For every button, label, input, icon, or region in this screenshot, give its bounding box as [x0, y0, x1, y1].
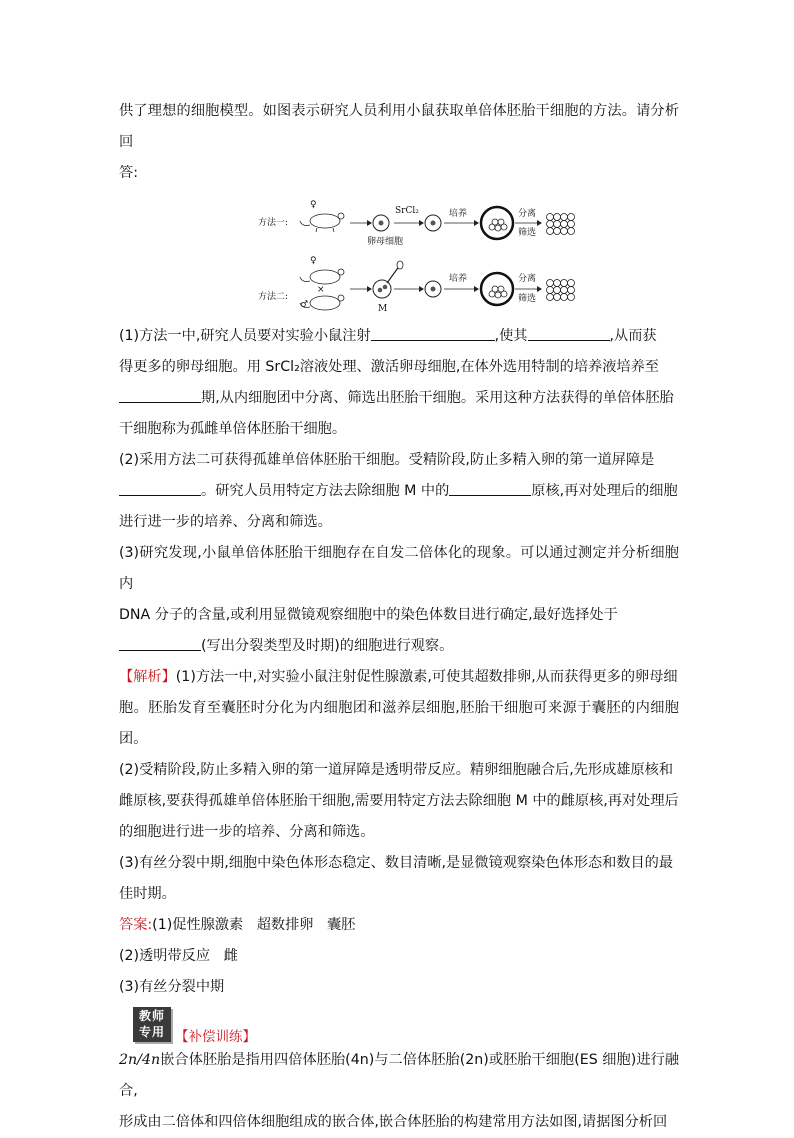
supplement-line-1: [119, 1045, 679, 1107]
processed-cell-icon: [425, 281, 441, 297]
supplement-header: [119, 1007, 679, 1045]
method2-label: 方法二:: [258, 292, 289, 302]
question-1-line-1: [119, 321, 679, 352]
analysis-line-6: (3)有丝分裂中期,细胞中染色体形态稳定、数目清晰,是显微镜观察染色体形态和数目的最: [119, 855, 674, 871]
blastocyst-icon-2: [481, 273, 513, 305]
intro-line-1: 供了理想的细胞模型。如图表示研究人员利用小鼠获取单倍体胚胎干细胞的方法。请分析回: [119, 103, 679, 150]
answer-blank-6[interactable]: [119, 636, 201, 651]
method-diagram: [119, 191, 679, 317]
answer-blank-1[interactable]: [371, 326, 495, 341]
analysis-line-4: 雌原核,要获得孤雄单倍体胚胎干细胞,需要用特定方法去除细胞 M 中的雌原核,再对处理后: [119, 793, 679, 809]
question-2-line-3: 进行进一步的培养、分离和筛选。: [119, 514, 332, 530]
screen-label-2: 筛选: [518, 294, 537, 304]
question-1-line-2: 得更多的卵母细胞。用 SrCl₂溶液处理、激活卵母细胞,在体外选用特制的培养液培养至: [119, 359, 659, 375]
document-page: [119, 96, 679, 1138]
answer-blank-5[interactable]: [449, 481, 531, 496]
answer-blank-2[interactable]: [528, 326, 610, 341]
cell-m-label: M: [378, 304, 388, 314]
reagent-label: SrCl₂: [395, 206, 419, 216]
answer-line-2: (2)透明带反应 雌: [119, 948, 238, 964]
answer-text-1: (1)促性腺激素 超数排卵 囊胚: [152, 917, 356, 933]
badge-line-2: 专用: [138, 1025, 165, 1039]
mouse-icon: [300, 213, 344, 232]
answer-blank-4[interactable]: [119, 481, 201, 496]
blastocyst-icon: [481, 207, 513, 239]
q1-text-b: ,使其: [494, 328, 528, 344]
separate-label-1: 分离: [518, 209, 537, 219]
method1-label: 方法一:: [258, 218, 289, 228]
analysis-tag: 【解析】: [119, 669, 176, 685]
answer-line-1: [119, 910, 679, 941]
male-symbol: ♂: [300, 300, 309, 310]
supplement-line-2: 形成由二倍体和四倍体细胞组成的嵌合体,嵌合体胚胎的构建常用方法如图,请据图分析回: [119, 1114, 668, 1130]
q2-text-b: 原核,再对处理后的细胞: [531, 483, 678, 499]
oocyte-label: 卵母细胞: [367, 237, 404, 247]
screen-label-1: 筛选: [518, 228, 537, 238]
analysis-line-2: 胞。胚胎发育至囊胚时分化为内细胞团和滋养层细胞,胚胎干细胞可来源于囊胚的内细胞团。: [119, 700, 679, 747]
supplement-text-1: 嵌合体胚胎是指用四倍体胚胎(4n)与二倍体胚胎(2n)或胚胎干细胞(ES 细胞)进行融合,: [119, 1052, 679, 1099]
badge-line-1: 教师: [138, 1009, 165, 1023]
analysis-line-1: [119, 662, 679, 693]
supplement-lead-symbol: 2n/4n: [119, 1052, 161, 1068]
answer-blank-3[interactable]: [119, 388, 201, 403]
method-diagram-svg: [119, 191, 679, 317]
cross-symbol: ×: [317, 285, 325, 295]
supplement-title: 【补偿训练】: [175, 1029, 256, 1045]
question-2-line-2: [119, 476, 679, 507]
analysis-line-7: 佳时期。: [119, 886, 176, 902]
question-3-line-1: (3)研究发现,小鼠单倍体胚胎干细胞存在自发二倍体化的现象。可以通过测定并分析细胞内: [119, 545, 679, 592]
oocyte-icon: [373, 215, 389, 231]
q1-text-a: (1)方法一中,研究人员要对实验小鼠注射: [119, 328, 371, 344]
question-1-line-4: 干细胞称为孤雌单倍体胚胎干细胞。: [119, 421, 347, 437]
analysis-line-3: (2)受精阶段,防止多精入卵的第一道屏障是透明带反应。精卵细胞融合后,先形成雄原核和: [119, 762, 674, 778]
q1-text-c: ,从而获: [609, 328, 657, 344]
answer-line-3: (3)有丝分裂中期: [119, 979, 225, 995]
stem-cell-cluster-icon-2: [547, 280, 575, 301]
question-3-line-3: [119, 631, 679, 662]
teacher-badge-icon: [133, 1007, 171, 1042]
female-symbol-2: ♀: [310, 256, 317, 266]
question-3-line-2: DNA 分子的含量,或利用显微镜观察细胞中的染色体数目进行确定,最好选择处于: [119, 607, 618, 623]
intro-line-2: 答:: [119, 165, 138, 181]
activated-cell-icon: [425, 215, 441, 231]
stem-cell-cluster-icon: [547, 214, 575, 235]
q1-text-d: 期,从内细胞团中分离、筛选出胚胎干细胞。采用这种方法获得的单倍体胚胎: [201, 390, 674, 406]
cell-m-icon: [373, 261, 403, 298]
female-symbol-1: ♀: [310, 200, 317, 210]
analysis-line-5: 的细胞进行进一步的培养、分离和筛选。: [119, 824, 375, 840]
question-2-line-1: (2)采用方法二可获得孤雄单倍体胚胎干细胞。受精阶段,防止多精入卵的第一道屏障是: [119, 452, 655, 468]
q3-text-a: (写出分裂类型及时期)的细胞进行观察。: [201, 638, 454, 654]
female-mouse-icon: [300, 269, 344, 284]
separate-label-2: 分离: [518, 274, 537, 284]
analysis-text-1: (1)方法一中,对实验小鼠注射促性腺激素,可使其超数排卵,从而获得更多的卵母细: [175, 669, 678, 685]
culture-label-2: 培养: [449, 274, 468, 284]
answer-label: 答案:: [119, 917, 153, 933]
question-1-line-3: [119, 383, 679, 414]
culture-label-1: 培养: [449, 209, 468, 219]
q2-text-a: 。研究人员用特定方法去除细胞 M 中的: [201, 483, 450, 499]
